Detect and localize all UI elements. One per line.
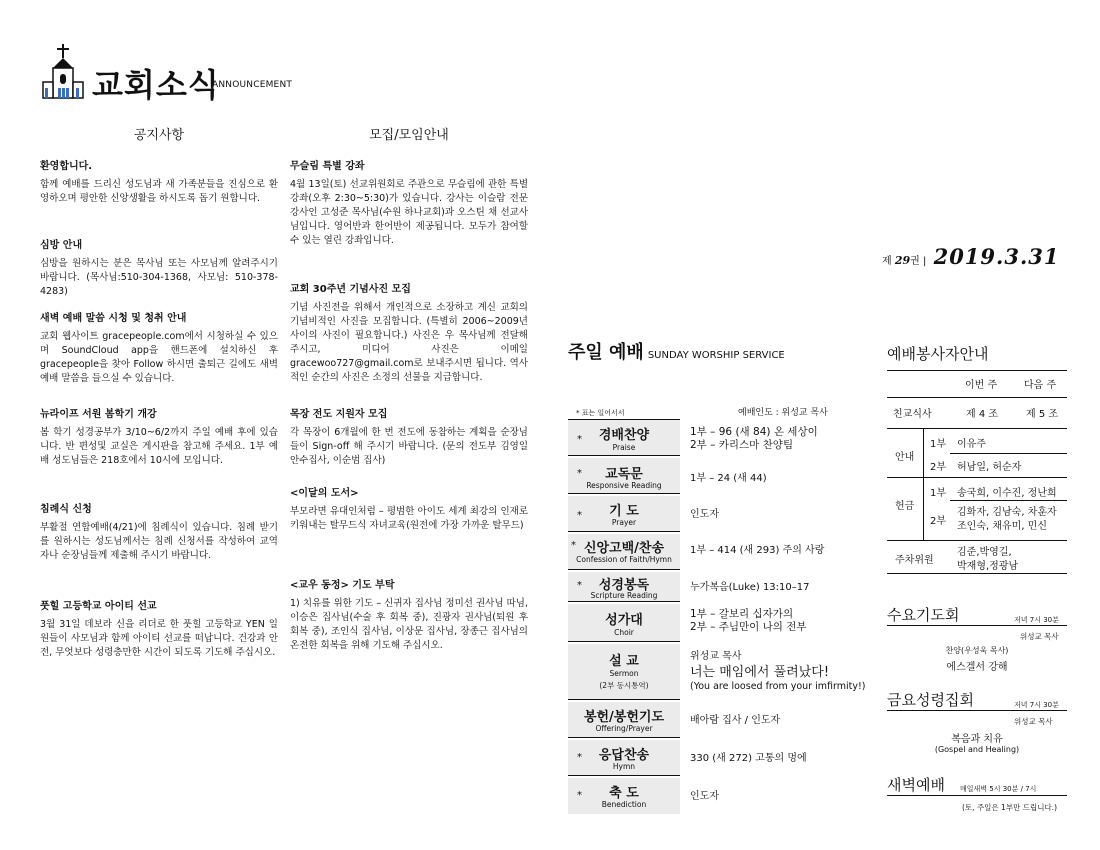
- worship-row-label: [568, 702, 680, 738]
- worship-item-value: [690, 752, 807, 765]
- worship-item-value: [690, 508, 719, 521]
- worship-title-en: SUNDAY WORSHIP SERVICE: [647, 350, 785, 361]
- recruit-title: <이달의 도서>: [290, 488, 359, 499]
- divider: [887, 540, 1067, 541]
- worship-row: [568, 702, 868, 738]
- worship-item-kr: 교독문: [605, 467, 643, 482]
- divider: [887, 710, 1067, 711]
- usher-label: 안내: [895, 452, 915, 463]
- meal-this: 제 4 조: [966, 409, 999, 420]
- worship-row-label: [568, 534, 680, 570]
- worship-item-value: [690, 472, 767, 485]
- recruit-title: 목장 전도 지원자 모집: [290, 409, 388, 420]
- recruit-title: 교회 30주년 기념사진 모집: [290, 284, 411, 295]
- divider: [923, 478, 924, 540]
- worship-line: 누가복음(Luke) 13:10–17: [690, 582, 810, 593]
- notice-item: [40, 405, 278, 468]
- col-this-week: 이번 주: [965, 380, 998, 391]
- worship-item-en: Hymn: [612, 762, 636, 771]
- meal-label: 친교식사: [893, 409, 932, 420]
- divider: [887, 573, 1067, 574]
- notice-item: [40, 597, 278, 660]
- volume-suffix: 권 |: [910, 256, 927, 267]
- recruit-body: 부모라면 유대인처럼 – 평범한 아이도 세계 최강의 인재로 키워내는 탈무드식 자녀교육(원전에 가장 가까운 탈무드): [290, 506, 528, 531]
- worship-item-kr: 성가대: [605, 613, 643, 628]
- worship-item-en: Scripture Reading: [590, 591, 658, 600]
- usher-2-part: 2부: [930, 462, 947, 473]
- wednesday-subject: 에스겔서 강해: [946, 662, 1008, 673]
- dawn-time: 매일새벽 5시 30분 / 7시: [960, 785, 1037, 793]
- wednesday-title: 수요기도회: [887, 606, 960, 624]
- notice-title: 환영합니다.: [40, 161, 93, 172]
- notice-title: 새벽 예배 말씀 시청 및 청취 안내: [40, 313, 187, 324]
- worship-item-note: (2부 동시통역): [599, 681, 649, 690]
- recruit-title: 무슬림 특별 강좌: [290, 161, 365, 172]
- friday-subject-en: (Gospel and Healing): [934, 745, 1020, 754]
- worship-item-kr: 경배찬양: [598, 428, 650, 443]
- stand-marker: *: [577, 790, 582, 801]
- wednesday-leader: 위성교 목사: [1020, 632, 1059, 641]
- recruit-item: [290, 157, 528, 248]
- notice-title: 뉴라이프 서원 봄학기 개강: [40, 409, 157, 420]
- worship-row: [568, 458, 868, 494]
- col-next-week: 다음 주: [1024, 380, 1057, 391]
- offering-1: 송국희, 이수진, 정난희: [957, 488, 1057, 499]
- divider: [887, 397, 1067, 398]
- stand-marker: *: [577, 434, 582, 445]
- notice-item: [40, 157, 278, 206]
- worship-line: 위성교 목사: [690, 651, 742, 662]
- worship-row: [568, 420, 868, 456]
- worship-row: [568, 604, 868, 642]
- worship-row-label: [568, 572, 680, 602]
- parking-a: 김준,박영길,: [957, 547, 1012, 558]
- parking-b: 박재형,정광남: [957, 561, 1019, 572]
- worship-item-en: Sermon: [609, 669, 639, 678]
- issue-date: [882, 244, 1059, 269]
- worship-line: 인도자: [690, 791, 719, 802]
- worship-row: [568, 572, 868, 602]
- worship-leader: 예배인도 : 위성교 목사: [738, 408, 828, 418]
- recruit-item: [290, 280, 528, 385]
- notice-body: 심방을 원하시는 분은 목사님 또는 사모님께 알려주시기 바랍니다. (목사님:510-304-1368, 사모님: 510-378-4283): [40, 258, 278, 297]
- date-value: 2019.3.31: [933, 244, 1060, 269]
- volume-prefix: 제: [882, 256, 892, 267]
- worship-item-kr: 신앙고백/찬송: [583, 541, 665, 556]
- worship-item-en: Prayer: [611, 518, 637, 527]
- worship-item-en: Offering/Prayer: [595, 724, 653, 733]
- stand-marker: *: [577, 580, 582, 591]
- worship-row: [568, 496, 868, 532]
- recruits-heading: 모집/모임안내: [369, 128, 449, 143]
- worship-item-kr: 봉헌/봉헌기도: [583, 710, 665, 725]
- worship-row-label: [568, 420, 680, 456]
- stand-marker: *: [577, 752, 582, 763]
- dawn-title: 새벽예배: [887, 776, 945, 794]
- usher-1: 이유주: [957, 439, 986, 450]
- worship-item-kr: 성경봉독: [598, 578, 650, 593]
- worship-line: 330 (새 272) 고통의 멍에: [690, 753, 807, 764]
- worship-row: [568, 740, 868, 776]
- page-subtitle: ANNOUNCEMENT: [212, 80, 293, 90]
- notice-body: 함께 예배를 드리신 성도님과 새 가족분들을 진심으로 환영하오며 평안한 신앙생활을 하시도록 돕기 원합니다.: [40, 179, 278, 204]
- worship-item-value: [690, 581, 810, 594]
- meal-next: 제 5 조: [1026, 409, 1059, 420]
- offering-1-part: 1부: [930, 488, 947, 499]
- stand-note: * 표는 일어서서: [576, 409, 625, 417]
- friday-time: 저녁 7시 30분: [1014, 701, 1059, 709]
- divider: [887, 428, 1067, 429]
- worship-line: 1부 – 갈보리 십자가의: [690, 608, 794, 620]
- offering-2b: 조인숙, 채유미, 민신: [957, 521, 1047, 532]
- worship-item-value: [690, 426, 818, 452]
- servants-title: 예배봉사자안내: [887, 345, 989, 363]
- notice-title: 침례식 신청: [40, 504, 92, 515]
- recruit-body: 기념 사진전을 위해서 개인적으로 소장하고 계신 교회의 기념비적인 사진을 모집합니다. (특별히 2006~2009년 사이의 사진이 필요합니다.) 사진은 우 목사님께 전달해 주시고, 미디어 사진은 이메일 gracewoo727@gmail.com로 보내주시면 됩니다. 역사적인 순간의 사진은 소정의 선물을 지급합니다.: [290, 302, 528, 383]
- friday-subject: 복음과 치유: [951, 734, 1003, 745]
- notice-item: [40, 309, 278, 386]
- divider: [887, 625, 1067, 626]
- worship-line: 배아람 집사 / 인도자: [690, 715, 781, 726]
- worship-line: 2부 – 주님만이 나의 전부: [690, 621, 807, 633]
- usher-1-part: 1부: [930, 439, 947, 450]
- wednesday-worship: 찬양(우성욱 목사): [945, 646, 1009, 655]
- worship-row-label: [568, 604, 680, 642]
- worship-title: [568, 338, 785, 364]
- divider: [887, 370, 1067, 371]
- notice-body: 교회 웹사이트 gracepeople.com에서 시청하실 수 있으며 SoundCloud app을 핸드폰에 설치하신 후 gracepeople을 찾아 Follow 하시면 출퇴근 길에도 새벽예배 말씀을 들으실 수 있습니다.: [40, 331, 278, 384]
- worship-row: [568, 644, 868, 700]
- worship-item-en: Benediction: [601, 800, 647, 809]
- notice-title: 심방 안내: [40, 240, 83, 251]
- worship-item-value: [690, 714, 780, 727]
- divider: [923, 429, 924, 477]
- divider: [887, 795, 1067, 796]
- recruit-item: [290, 405, 528, 468]
- sermon-title-en: (You are loosed from your imfirmity!): [690, 681, 866, 692]
- friday-leader: 위성교 목사: [1014, 717, 1053, 726]
- offering-label: 헌금: [895, 501, 915, 512]
- notice-body: 봄 학기 성경공부가 3/10~6/2까지 주일 예배 후에 있습니다. 반 편성및 교실은 게시판을 참고해 주세요. 1부 예배 성도님들은 218호에서 10시에 모입니다.: [40, 427, 278, 466]
- worship-line: 1부 – 24 (새 44): [690, 473, 767, 484]
- divider: [950, 453, 1067, 454]
- notice-title: 풋힐 고등학교 아이티 선교: [40, 601, 157, 612]
- worship-item-value: [690, 544, 824, 557]
- recruit-body: 1) 치유를 위한 기도 – 신귀자 집사님 정미선 권사님 따님, 이승은 집사님(수술 후 회복 중), 진광자 권사님(퇴원 후 회복 중), 조인식 집사님, 이상문 집사님, 장종근 집사님의 온전한 회복을 위해 기도해 주십시오.: [290, 598, 528, 651]
- worship-row-label: [568, 740, 680, 776]
- usher-2: 허남일, 허순자: [957, 462, 1022, 473]
- recruit-title: <교우 동정> 기도 부탁: [290, 580, 395, 591]
- notice-item: [40, 500, 278, 563]
- worship-item-value: [690, 650, 865, 693]
- worship-line: 1부 – 414 (새 293) 주의 사랑: [690, 545, 825, 556]
- notice-body: 3월 31일 데보라 신을 리더로 한 풋힐 고등학교 YEN 일원들이 사모님과 함께 아이티 선교를 떠납니다. 건강과 안전, 무엇보다 성령충만한 시간이 되도록 기도해 주십시오.: [40, 619, 278, 658]
- worship-row-label: [568, 644, 680, 700]
- volume-number: 29: [894, 254, 911, 267]
- recruit-item: [290, 484, 528, 533]
- worship-line: 2부 – 카리스마 찬양팀: [690, 439, 794, 451]
- offering-2-part: 2부: [930, 516, 947, 527]
- dawn-note: (토, 주일은 1부만 드립니다.): [962, 803, 1057, 812]
- divider: [887, 477, 1067, 478]
- notices-heading: 공지사항: [133, 128, 185, 143]
- worship-line: 인도자: [690, 509, 719, 520]
- worship-row-label: [568, 778, 680, 814]
- recruit-body: 각 목장이 6개월에 한 번 전도에 동참하는 계획을 순장님들이 Sign-off 해 주시기 바랍니다. (문의 전도부 김영일 안수집사, 이순범 집사): [290, 427, 528, 466]
- worship-item-value: [690, 608, 807, 634]
- worship-item-kr: 기 도: [609, 504, 639, 519]
- church-icon: [40, 44, 84, 100]
- wednesday-time: 저녁 7시 30분: [1014, 616, 1059, 624]
- worship-item-en: Praise: [612, 443, 636, 452]
- stand-marker: *: [571, 540, 576, 551]
- parking-label: 주차위원: [895, 555, 934, 566]
- recruit-item: [290, 576, 528, 653]
- friday-title: 금요성령집회: [887, 691, 974, 709]
- page-title: 교회소식: [92, 66, 220, 104]
- worship-row-label: [568, 458, 680, 494]
- worship-line: 1부 – 96 (새 84) 온 세상이: [690, 426, 818, 438]
- worship-row: [568, 778, 868, 814]
- sermon-title: 너는 매임에서 풀려났다!: [690, 665, 830, 680]
- stand-marker: *: [577, 468, 582, 479]
- worship-item-en: Choir: [614, 628, 634, 637]
- notice-body: 부활절 연합예배(4/21)에 침례식이 있습니다. 침례 받기를 원하시는 성도님께서는 침례 신청서를 작성하여 교역자나 순장님들께 제출해 주시기 바랍니다.: [40, 522, 278, 561]
- worship-item-value: [690, 790, 719, 803]
- worship-item-kr: 축 도: [609, 786, 639, 801]
- divider: [950, 500, 1067, 501]
- worship-row: [568, 534, 868, 570]
- worship-item-en: Responsive Reading: [586, 481, 662, 490]
- offering-2a: 김화자, 김남숙, 차훈자: [957, 507, 1057, 518]
- worship-title-kr: 주일 예배: [568, 342, 644, 363]
- worship-item-kr: 설 교: [609, 654, 639, 669]
- notice-item: [40, 236, 278, 299]
- stand-marker: *: [577, 510, 582, 521]
- worship-item-en: Confession of Faith/Hymn: [576, 555, 672, 564]
- worship-item-kr: 응답찬송: [598, 748, 650, 763]
- worship-row-label: [568, 496, 680, 532]
- recruit-body: 4월 13일(토) 선교위원회로 주관으로 무슬림에 관한 특별 강좌(오후 2:30~5:30)가 있습니다. 강사는 이슬람 전문 강사인 고성준 목사님(수원 하나교회)과 오스틴 채 선교사님입니다. 영어반과 한어반이 제공됩니다. 모두가 참여할 수 있는 열린 강좌입니다.: [290, 179, 528, 246]
